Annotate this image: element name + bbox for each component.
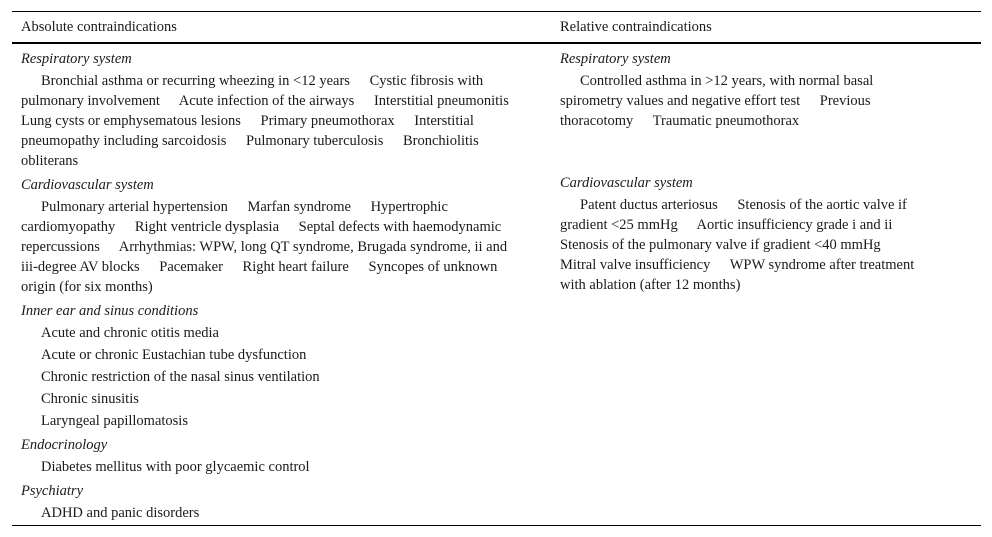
section-title: Endocrinology [21, 437, 108, 453]
section-relative-respiratory [560, 49, 932, 169]
contraindication: Right ventricle dysplasia [134, 219, 280, 235]
contraindication: Laryngeal papillomatosis [41, 413, 188, 429]
section-title: Psychiatry [21, 483, 84, 499]
contraindication: Interstitial pneumonitis [373, 93, 509, 109]
section-paragraph [560, 71, 932, 131]
section-paragraph [21, 71, 526, 171]
contraindication: Bronchiolitis obliterans [21, 133, 479, 169]
contraindication: Interstitial pneumopathy including sarcoidosis [21, 113, 474, 149]
section-title: Respiratory system [560, 51, 671, 67]
table-top-rule [12, 11, 981, 12]
contraindication: Marfan syndrome [247, 199, 351, 215]
section-relative-cardiovascular [560, 173, 932, 295]
contraindication: Acute and chronic otitis media [41, 325, 219, 341]
section-absolute-psychiatry [21, 481, 526, 523]
section-absolute-ear [21, 301, 526, 431]
header-absolute: Absolute contraindications [21, 19, 177, 35]
contraindication: Bronchial asthma or recurring wheezing in <12 years [41, 73, 350, 89]
contraindication: Pulmonary tuberculosis [246, 133, 384, 149]
contraindication: Traumatic pneumothorax [652, 113, 800, 129]
contraindication: Stenosis of the aortic valve if gradient <25 mmHg [560, 197, 907, 233]
contraindication: WPW syndrome after treatment with ablation (after 12 months) [560, 257, 915, 293]
section-absolute-cardiovascular [21, 175, 526, 297]
contraindication: Acute or chronic Eustachian tube dysfunction [41, 347, 307, 363]
section-title: Respiratory system [21, 51, 132, 67]
contraindication: Hypertrophic cardiomyopathy [21, 199, 448, 235]
section-paragraph [560, 195, 932, 295]
spacer [560, 131, 932, 169]
contraindication: Diabetes mellitus with poor glycaemic control [41, 459, 310, 475]
contraindication: Primary pneumothorax [260, 113, 395, 129]
table-bottom-rule [12, 525, 981, 526]
contraindication: Previous thoracotomy [560, 93, 871, 129]
contraindication: Septal defects with haemodynamic repercussions [21, 219, 502, 255]
contraindication: Aortic insufficiency grade i and ii [696, 217, 893, 233]
section-title: Cardiovascular system [560, 175, 693, 191]
table-header-rule [12, 42, 981, 44]
contraindication: Syncopes of unknown origin (for six months) [21, 259, 498, 295]
contraindication: Mitral valve insufficiency [560, 257, 711, 273]
absolute-column [21, 45, 526, 523]
contraindication: Lung cysts or emphysematous lesions [21, 113, 241, 129]
contraindication: Controlled asthma in >12 years, with normal basal spirometry values and negative effort test [560, 73, 874, 109]
contraindication: Arrhythmias: WPW, long QT syndrome, Brugada syndrome, ii and iii-degree AV blocks [21, 239, 508, 275]
contraindication: Cystic fibrosis with pulmonary involvement [21, 73, 484, 109]
contraindication: Stenosis of the pulmonary valve if gradient <40 mmHg [560, 237, 881, 253]
section-absolute-endocrinology [21, 435, 526, 477]
section-title: Cardiovascular system [21, 177, 154, 193]
contraindication: Patent ductus arteriosus [580, 197, 718, 213]
relative-column [560, 45, 932, 295]
header-relative: Relative contraindications [560, 19, 712, 35]
contraindication: Chronic sinusitis [41, 391, 139, 407]
contraindication: Pacemaker [159, 259, 223, 275]
contraindication: Chronic restriction of the nasal sinus ventilation [41, 369, 320, 385]
section-absolute-respiratory [21, 49, 526, 171]
section-title: Inner ear and sinus conditions [21, 303, 199, 319]
contraindication: Right heart failure [242, 259, 349, 275]
contraindication: Pulmonary arterial hypertension [41, 199, 228, 215]
contraindication: ADHD and panic disorders [41, 505, 200, 521]
contraindication: Acute infection of the airways [178, 93, 355, 109]
section-paragraph [21, 197, 526, 297]
